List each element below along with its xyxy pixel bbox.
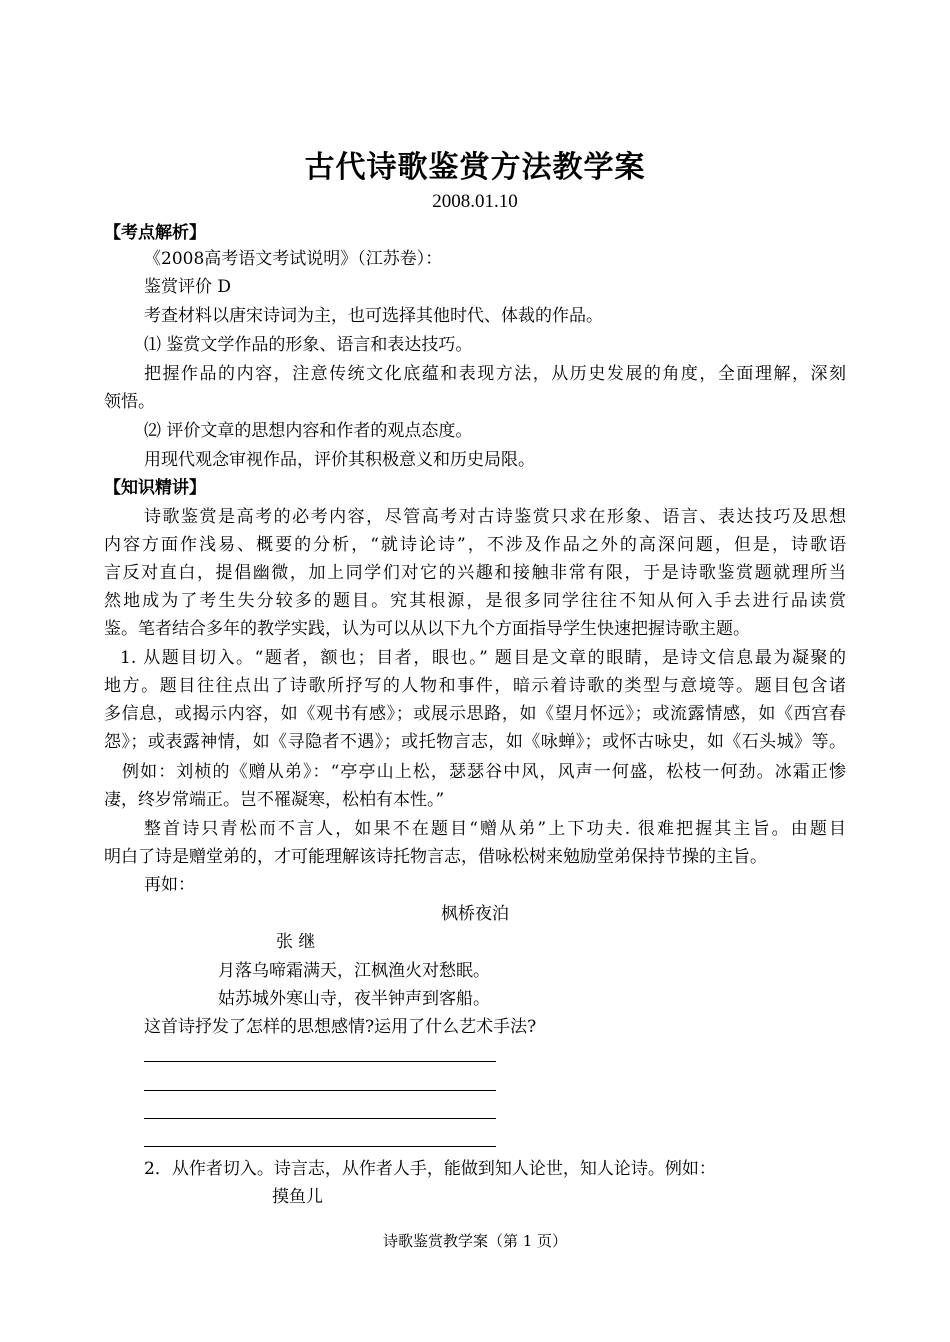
section-heading: 【考点解析】 [104, 223, 206, 243]
paragraph-line: 再如： [144, 875, 195, 895]
answer-line[interactable] [144, 1090, 496, 1091]
paragraph-line: 领悟。 [104, 392, 155, 412]
paragraph-line: ⑵ 评价文章的思想内容和作者的观点态度。 [144, 421, 473, 441]
paragraph-line: 明白了诗是赠堂弟的，才可能理解该诗托物言志，借咏松树来勉励堂弟保持节操的主旨。 [104, 847, 767, 867]
paragraph-line: 把握作品的内容，注意传统文化底蕴和表现方法，从历史发展的角度，全面理解，深刻 [144, 364, 846, 384]
page-footer: 诗歌鉴赏教学案（第 1 页） [382, 1232, 568, 1250]
poem-line: 月落乌啼霜满天，江枫渔火对愁眠。 [218, 961, 490, 981]
paragraph-line: 内容方面作浅易、概要的分析，“就诗论诗”，不涉及作品之外的高深问题，但是，诗歌语 [104, 535, 846, 555]
paragraph-line: 凄，终岁常端正。岂不罹凝寒，松柏有本性。” [104, 790, 445, 810]
question-text: 这首诗抒发了怎样的思想感情?运用了什么艺术手法? [144, 1017, 537, 1037]
poem-line: 姑苏城外寒山寺，夜半钟声到客船。 [218, 989, 490, 1009]
date: 2008.01.10 [432, 191, 518, 212]
paragraph-line: ⑴ 鉴赏文学作品的形象、语言和表达技巧。 [144, 335, 473, 355]
paragraph-line: 《2008高考语文考试说明》（江苏卷）： [144, 249, 443, 269]
paragraph-line: 1. 从题目切入。“题者，额也；目者，眼也。” 题目是文章的眼睛，是诗文信息最为凝聚的 [120, 648, 846, 668]
paragraph-line: 2．从作者切入。诗言志，从作者人手，能做到知人论世，知人论诗。例如： [144, 1159, 716, 1179]
paragraph-line: 多信息，或揭示内容，如《观书有感》；或展示思路，如《望月怀远》；或流露情感，如《西宫春 [104, 704, 846, 724]
paragraph-line: 诗歌鉴赏是高考的必考内容，尽管高考对古诗鉴赏只求在形象、语言、表达技巧及思想 [144, 507, 846, 527]
paragraph-line: 言反对直白，提倡幽微，加上同学们对它的兴趣和接触非常有限，于是诗歌鉴赏题就理所当 [104, 563, 846, 583]
paragraph-line: 用现代观念审视作品，评价其积极意义和历史局限。 [144, 450, 535, 470]
poem-title: 摸鱼儿 [272, 1187, 323, 1207]
section-heading: 【知识精讲】 [104, 478, 206, 498]
paragraph-line: 鉴。笔者结合多年的教学实践，认为可以从以下九个方面指导学生快速把握诗歌主题。 [104, 619, 750, 639]
paragraph-line: 例如：刘桢的《赠从弟》：“亭亭山上松，瑟瑟谷中风，风声一何盛，松枝一何劲。冰霜正惨 [122, 762, 846, 782]
poem-author: 张 继 [276, 932, 316, 952]
paragraph-line: 整首诗只青松而不言人，如果不在题目“赠从弟”上下功夫. 很难把握其主旨。由题目 [144, 819, 846, 839]
paragraph-line: 地方。题目往往点出了诗歌所抒写的人物和事件，暗示着诗歌的类型与意境等。题目包含诸 [104, 676, 846, 696]
paragraph-line: 鉴赏评价 D [144, 277, 232, 297]
answer-line[interactable] [144, 1146, 496, 1147]
answer-line[interactable] [144, 1061, 496, 1062]
poem-title: 枫桥夜泊 [441, 904, 509, 924]
answer-line[interactable] [144, 1118, 496, 1119]
paragraph-line: 怨》；或表露神情，如《寻隐者不遇》；或托物言志，如《咏蝉》；或怀古咏史，如《石头城》等。 [104, 732, 846, 752]
paragraph-line: 然地成为了考生失分较多的题目。究其根源，是很多同学往往不知从何入手去进行品读赏 [104, 591, 846, 611]
paragraph-line: 考查材料以唐宋诗词为主，也可选择其他时代、体裁的作品。 [144, 306, 603, 326]
page-title: 古代诗歌鉴赏方法教学案 [304, 150, 646, 185]
